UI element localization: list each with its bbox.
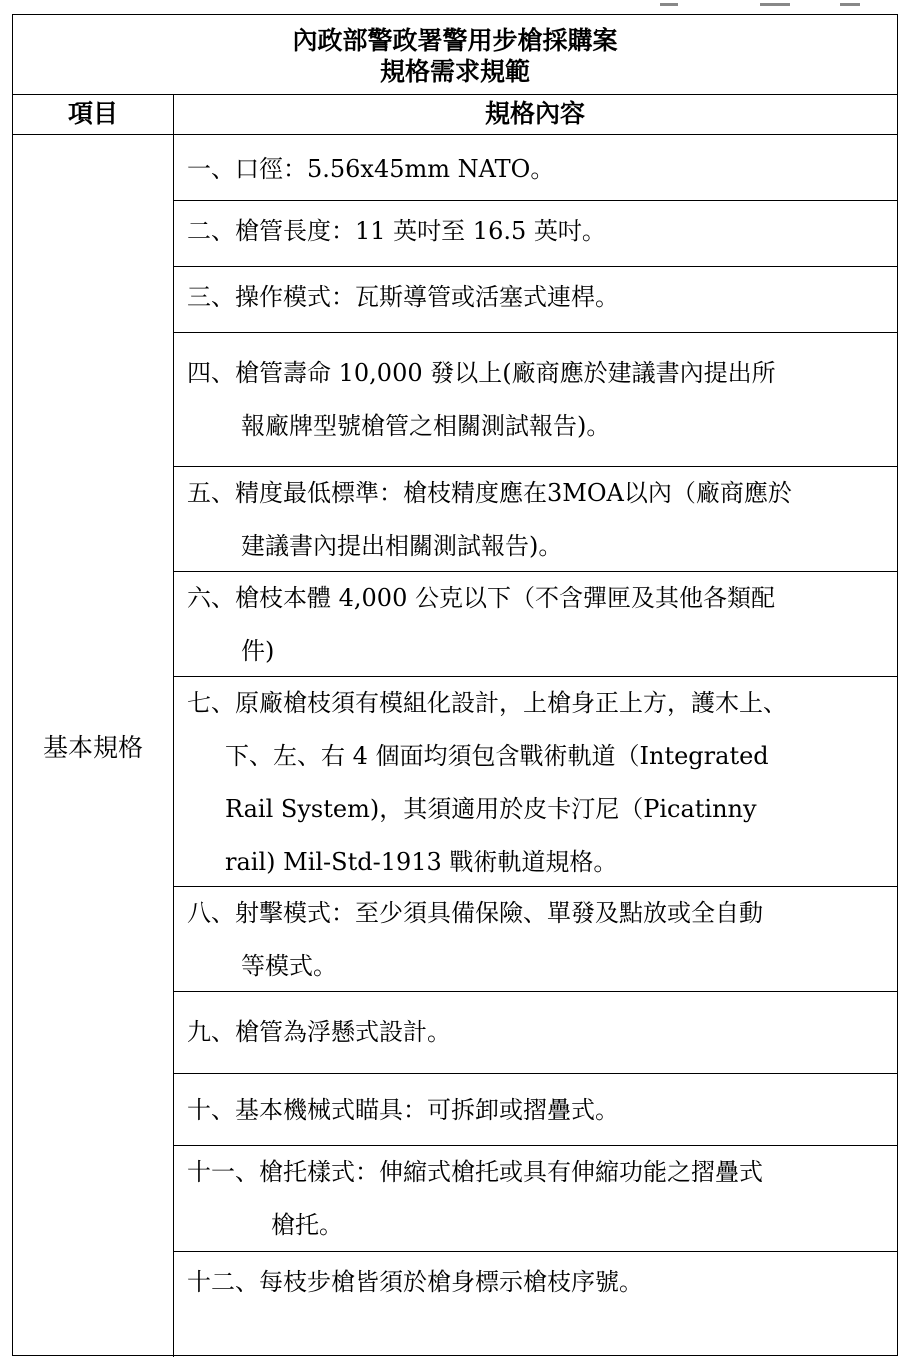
- column-header-item: 項目: [67, 99, 118, 128]
- category-label: 基本規格: [42, 733, 143, 762]
- scan-artifact: [840, 3, 860, 6]
- spec-row: [173, 467, 897, 572]
- spec-row: [173, 1146, 897, 1252]
- spec-line: 件): [241, 637, 275, 665]
- spec-line: 四、槍管壽命 10,000 發以上(廠商應於建議書內提出所: [187, 359, 776, 387]
- spec-line: 下、左、右 4 個面均須包含戰術軌道（Integrated: [225, 742, 769, 770]
- title-line-2: 規格需求規範: [379, 57, 530, 86]
- spec-line: 七、原廠槍枝須有模組化設計，上槍身正上方，護木上、: [187, 689, 787, 717]
- spec-line: 等模式。: [241, 952, 337, 980]
- spec-line: 十一、槍托樣式：伸縮式槍托或具有伸縮功能之摺疊式: [187, 1158, 763, 1186]
- spec-line: 六、槍枝本體 4,000 公克以下（不含彈匣及其他各類配: [187, 584, 775, 612]
- spec-row: [173, 1252, 897, 1357]
- column-header-content: 規格內容: [484, 99, 585, 128]
- spec-line: 八、射擊模式：至少須具備保險、單發及點放或全自動: [187, 899, 763, 927]
- spec-row: [173, 992, 897, 1074]
- spec-line: 五、精度最低標準：槍枝精度應在3MOA以內（廠商應於: [187, 479, 792, 507]
- spec-line: 九、槍管為浮懸式設計。: [187, 1018, 451, 1046]
- spec-line: 十二、每枝步槍皆須於槍身標示槍枝序號。: [187, 1268, 643, 1296]
- spec-row: [173, 1074, 897, 1146]
- spec-line: 一、口徑：5.56x45mm NATO。: [187, 155, 555, 183]
- spec-row: [173, 572, 897, 677]
- spec-line: 槍托。: [271, 1211, 343, 1239]
- spec-line: 建議書內提出相關測試報告)。: [241, 532, 563, 560]
- title-line-1: 內政部警政署警用步槍採購案: [292, 26, 618, 55]
- spec-row: [173, 267, 897, 333]
- spec-line: Rail System)，其須適用於皮卡汀尼（Picatinny: [225, 795, 757, 823]
- spec-line: 十、基本機械式瞄具：可拆卸或摺疊式。: [187, 1096, 619, 1124]
- spec-row: [173, 677, 897, 887]
- spec-line: 三、操作模式：瓦斯導管或活塞式連桿。: [187, 283, 619, 311]
- scan-artifact: [760, 3, 790, 6]
- spec-row: [173, 887, 897, 992]
- table-header: [13, 95, 897, 135]
- spec-row: [173, 333, 897, 467]
- spec-line: 二、槍管長度：11 英吋至 16.5 英吋。: [187, 217, 606, 245]
- spec-line: rail) Mil-Std-1913 戰術軌道規格。: [225, 848, 618, 876]
- spec-row: [173, 135, 897, 201]
- spec-row: [173, 201, 897, 267]
- scan-artifact: [660, 3, 678, 6]
- spec-table: [12, 14, 898, 1356]
- spec-line: 報廠牌型號槍管之相關測試報告)。: [241, 412, 611, 440]
- document-title: [13, 15, 897, 95]
